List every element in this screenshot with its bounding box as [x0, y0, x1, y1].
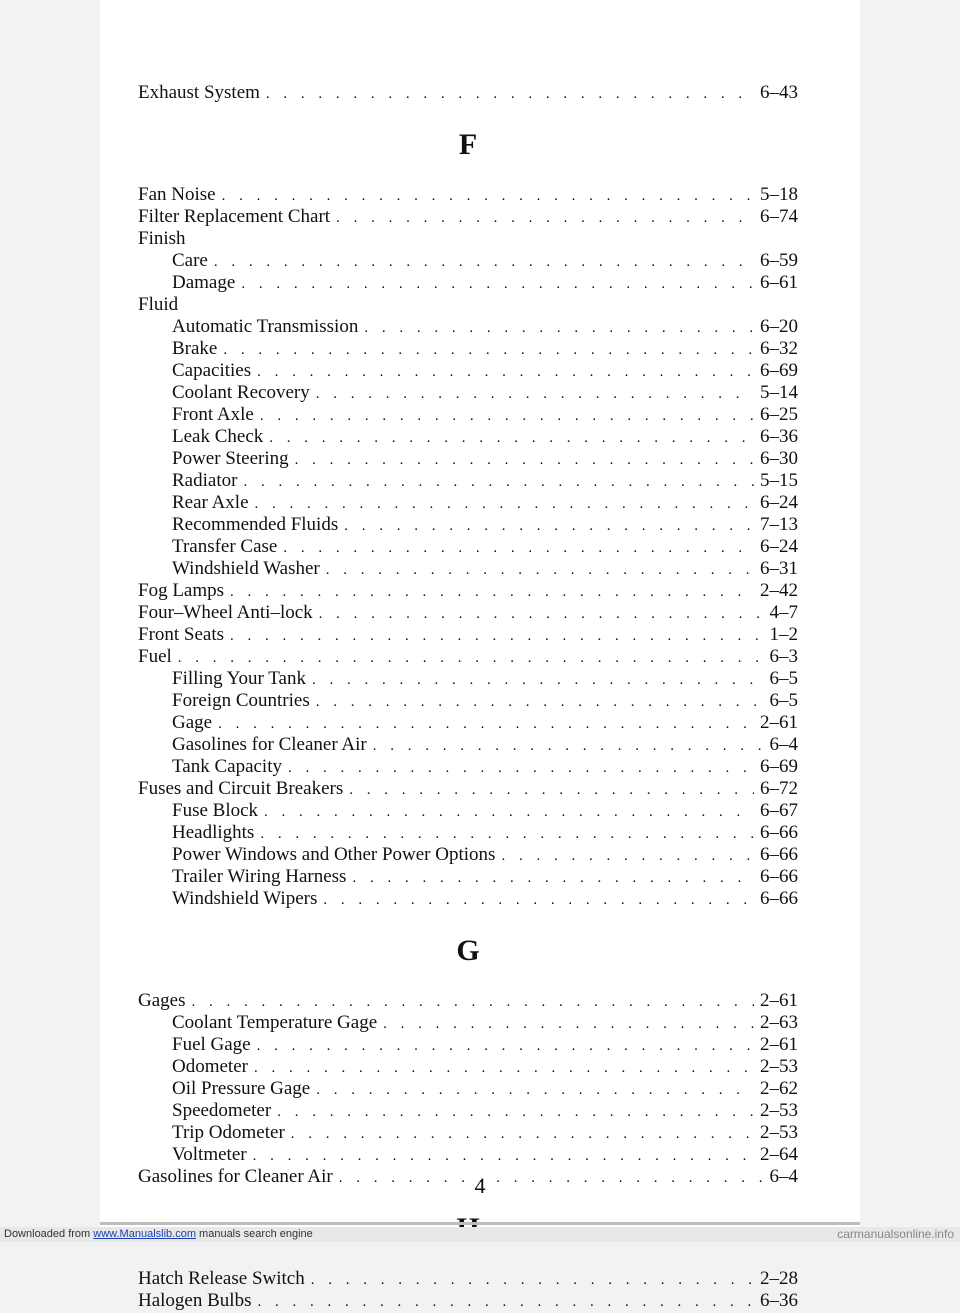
leader-dots — [257, 1035, 754, 1057]
index-subentry — [138, 822, 798, 844]
entry-page: 6–5 — [769, 690, 798, 711]
index-subentry — [138, 668, 798, 690]
leader-dots — [230, 625, 763, 647]
entry-page: 6–66 — [760, 844, 798, 865]
entry-page: 6–66 — [760, 888, 798, 909]
footer-source — [4, 1227, 313, 1242]
index-subentry — [138, 888, 798, 910]
entry-page: 2–61 — [760, 990, 798, 1011]
watermark: carmanualsonline.info — [837, 1227, 954, 1241]
leader-dots — [383, 1013, 754, 1035]
index-subentry — [138, 1034, 798, 1056]
leader-dots — [319, 603, 764, 625]
entry-label: Power Windows and Other Power Options — [172, 844, 496, 865]
entry-label: Coolant Temperature Gage — [172, 1012, 378, 1033]
entry-page: 6–61 — [760, 272, 798, 293]
leader-dots — [352, 867, 754, 889]
index-subentry — [138, 338, 798, 360]
entry-label: Headlights — [172, 822, 255, 843]
entry-page: 6–4 — [769, 734, 798, 755]
index-subentry — [138, 1144, 798, 1166]
entry-page: 4–7 — [769, 602, 798, 623]
entry-label: Halogen Bulbs — [138, 1290, 252, 1311]
entry-label: Fog Lamps — [138, 580, 225, 601]
index-subentry — [138, 1100, 798, 1122]
entry-label: Exhaust System — [138, 82, 260, 103]
index-entry — [138, 646, 798, 668]
entry-label: Front Axle — [172, 404, 254, 425]
index-subentry — [138, 734, 798, 756]
entry-page: 6–24 — [760, 536, 798, 557]
index-entry — [138, 778, 798, 800]
index-entry — [138, 82, 798, 104]
index-entry — [138, 624, 798, 646]
leader-dots — [336, 207, 754, 229]
entry-label: Odometer — [172, 1056, 248, 1077]
entry-label: Recommended Fluids — [172, 514, 339, 535]
leader-dots — [291, 1123, 754, 1145]
entry-page: 7–13 — [760, 514, 798, 535]
entry-label: Damage — [172, 272, 236, 293]
entry-page: 6–3 — [769, 646, 798, 667]
entry-page: 6–74 — [760, 206, 798, 227]
leader-dots — [223, 339, 754, 361]
entry-page: 6–66 — [760, 866, 798, 887]
leader-dots — [191, 991, 754, 1013]
entry-label: Fuse Block — [172, 800, 259, 821]
leader-dots — [316, 383, 754, 405]
index-subentry — [138, 514, 798, 536]
footer-suffix: manuals search engine — [199, 1228, 313, 1240]
entry-label: Front Seats — [138, 624, 225, 645]
leader-dots — [277, 1101, 754, 1123]
index-entry — [138, 1290, 798, 1312]
footer-prefix: Downloaded from — [4, 1228, 91, 1240]
entry-page: 2–53 — [760, 1100, 798, 1121]
leader-dots — [283, 537, 754, 559]
leader-dots — [501, 845, 754, 867]
index-subentry — [138, 1122, 798, 1144]
leader-dots — [254, 1057, 754, 1079]
index-subentry — [138, 844, 798, 866]
leader-dots — [243, 471, 754, 493]
index-subentry — [138, 470, 798, 492]
entry-label: Care — [172, 250, 208, 271]
leader-dots — [260, 823, 754, 845]
entry-page: 6–24 — [760, 492, 798, 513]
entry-label: Rear Axle — [172, 492, 249, 513]
index-subentry — [138, 272, 798, 294]
entry-page: 2–53 — [760, 1122, 798, 1143]
entry-page: 2–63 — [760, 1012, 798, 1033]
entry-label: Gasolines for Cleaner Air — [138, 1166, 333, 1187]
entry-page: 6–43 — [760, 82, 798, 103]
leader-dots — [264, 801, 754, 823]
entry-label: Trip Odometer — [172, 1122, 285, 1143]
entry-page: 6–69 — [760, 360, 798, 381]
manualslib-link[interactable]: www.Manualslib.com — [93, 1228, 196, 1240]
entry-label: Tank Capacity — [172, 756, 282, 777]
leader-dots — [257, 1291, 754, 1313]
entry-label: Four–Wheel Anti–lock — [138, 602, 313, 623]
leader-dots — [218, 713, 754, 735]
index-subentry — [138, 866, 798, 888]
leader-dots — [269, 427, 754, 449]
index-subentry — [138, 536, 798, 558]
leader-dots — [255, 493, 754, 515]
entry-page: 6–32 — [760, 338, 798, 359]
index-subentry — [138, 382, 798, 404]
leader-dots — [214, 251, 754, 273]
entry-label: Voltmeter — [172, 1144, 247, 1165]
entry-page: 6–4 — [769, 1166, 798, 1187]
index-subentry — [138, 1078, 798, 1100]
index-entry — [138, 228, 798, 250]
footer-rule — [100, 1222, 860, 1225]
entry-label: Fluid — [138, 294, 179, 315]
entry-label: Windshield Washer — [172, 558, 320, 579]
entry-page: 6–66 — [760, 822, 798, 843]
entry-page: 6–30 — [760, 448, 798, 469]
entry-label: Hatch Release Switch — [138, 1268, 305, 1289]
leader-dots — [257, 361, 754, 383]
leader-dots — [253, 1145, 754, 1167]
entry-page: 6–36 — [760, 426, 798, 447]
leader-dots — [288, 757, 754, 779]
entry-label: Trailer Wiring Harness — [172, 866, 347, 887]
entry-page: 6–67 — [760, 800, 798, 821]
leader-dots — [260, 405, 754, 427]
index-subentry — [138, 448, 798, 470]
entry-page: 6–72 — [760, 778, 798, 799]
index-entry — [138, 1268, 798, 1290]
section-letter: F — [458, 128, 478, 161]
entry-label: Radiator — [172, 470, 238, 491]
entry-label: Gasolines for Cleaner Air — [172, 734, 367, 755]
index-subentry — [138, 426, 798, 448]
index-subentry — [138, 558, 798, 580]
leader-dots — [364, 317, 754, 339]
leader-dots — [178, 647, 764, 669]
index-entry — [138, 580, 798, 602]
entry-label: Fuel Gage — [172, 1034, 251, 1055]
entry-label: Brake — [172, 338, 218, 359]
entry-page: 6–20 — [760, 316, 798, 337]
entry-label: Gages — [138, 990, 186, 1011]
entry-page: 6–5 — [769, 668, 798, 689]
entry-page: 6–59 — [760, 250, 798, 271]
leader-dots — [316, 691, 764, 713]
leader-dots — [316, 1079, 754, 1101]
index-subentry — [138, 1056, 798, 1078]
leader-dots — [326, 559, 754, 581]
entry-page: 6–25 — [760, 404, 798, 425]
index-entry — [138, 294, 798, 316]
leader-dots — [222, 185, 754, 207]
entry-label: Automatic Transmission — [172, 316, 359, 337]
leader-dots — [295, 449, 754, 471]
entry-page: 2–42 — [760, 580, 798, 601]
entry-page: 5–14 — [760, 382, 798, 403]
index-entry — [138, 184, 798, 206]
leader-dots — [311, 1269, 754, 1291]
index-entry — [138, 990, 798, 1012]
index-subentry — [138, 1012, 798, 1034]
index-entry — [138, 602, 798, 624]
entry-label: Filling Your Tank — [172, 668, 306, 689]
entry-page: 6–69 — [760, 756, 798, 777]
index-subentry — [138, 800, 798, 822]
entry-label: Foreign Countries — [172, 690, 310, 711]
entry-label: Transfer Case — [172, 536, 278, 557]
entry-label: Power Steering — [172, 448, 289, 469]
leader-dots — [266, 83, 754, 105]
index-subentry — [138, 492, 798, 514]
footer-bar — [0, 1227, 960, 1242]
leader-dots — [344, 515, 754, 537]
index-subentry — [138, 712, 798, 734]
entry-label: Finish — [138, 228, 186, 249]
index-subentry — [138, 360, 798, 382]
entry-page: 2–53 — [760, 1056, 798, 1077]
leader-dots — [349, 779, 754, 801]
leader-dots — [241, 273, 754, 295]
index-entry — [138, 206, 798, 228]
leader-dots — [323, 889, 754, 911]
entry-label: Fuses and Circuit Breakers — [138, 778, 344, 799]
entry-label: Oil Pressure Gage — [172, 1078, 311, 1099]
entry-page: 2–28 — [760, 1268, 798, 1289]
entry-label: Fuel — [138, 646, 172, 667]
index-list — [138, 82, 798, 1312]
entry-page: 2–61 — [760, 1034, 798, 1055]
index-subentry — [138, 316, 798, 338]
section-letter: G — [456, 934, 480, 967]
entry-label: Fan Noise — [138, 184, 216, 205]
entry-page: 2–64 — [760, 1144, 798, 1165]
entry-page: 6–36 — [760, 1290, 798, 1311]
index-subentry — [138, 756, 798, 778]
index-subentry — [138, 690, 798, 712]
entry-page: 2–61 — [760, 712, 798, 733]
leader-dots — [312, 669, 764, 691]
entry-label: Capacities — [172, 360, 252, 381]
entry-page: 1–2 — [769, 624, 798, 645]
entry-label: Windshield Wipers — [172, 888, 318, 909]
entry-page: 2–62 — [760, 1078, 798, 1099]
entry-label: Speedometer — [172, 1100, 272, 1121]
page-number: 4 — [474, 1173, 486, 1198]
entry-label: Leak Check — [172, 426, 264, 447]
entry-label: Coolant Recovery — [172, 382, 310, 403]
entry-page: 6–31 — [760, 558, 798, 579]
index-subentry — [138, 404, 798, 426]
entry-page: 5–15 — [760, 470, 798, 491]
entry-label: Gage — [172, 712, 213, 733]
entry-page: 5–18 — [760, 184, 798, 205]
leader-dots — [230, 581, 754, 603]
index-subentry — [138, 250, 798, 272]
leader-dots — [373, 735, 764, 757]
entry-label: Filter Replacement Chart — [138, 206, 331, 227]
